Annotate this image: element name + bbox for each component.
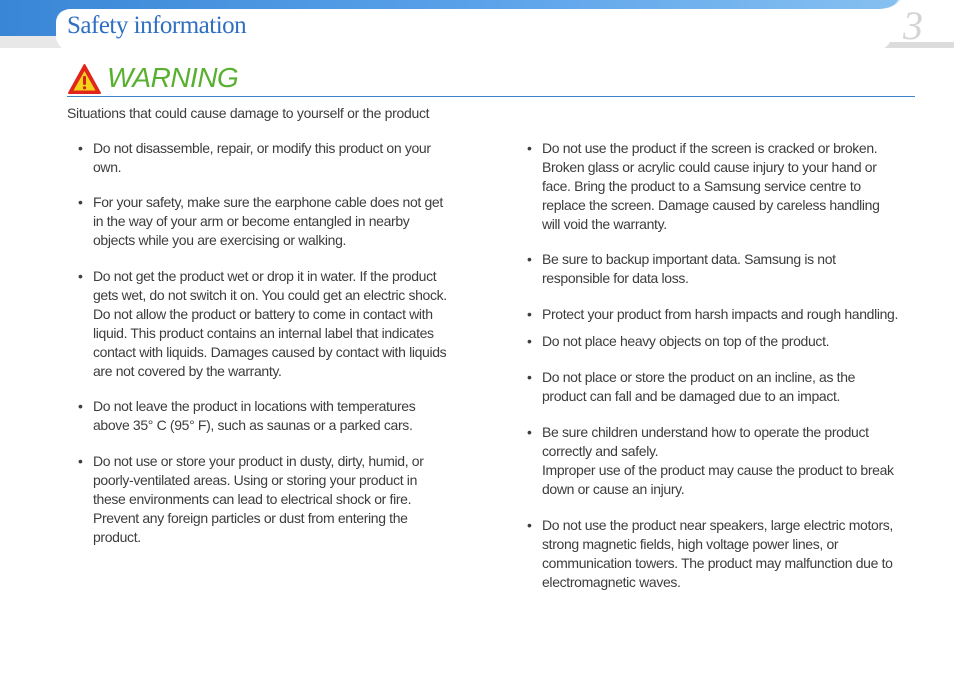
warning-heading: WARNING (107, 62, 239, 93)
bullet-icon: • (78, 398, 83, 414)
warning-text: Do not use the product near speakers, large electric motors, strong magnetic fields, high voltage power lines, or communication towers. The product may malfunction due to electromagnetic waves. (542, 517, 893, 590)
page-number: 3 (903, 3, 923, 48)
bullet-icon: • (527, 306, 532, 322)
bullet-icon: • (527, 517, 532, 533)
warning-list-item (527, 516, 899, 592)
bullet-icon: • (527, 424, 532, 440)
warning-list-item (527, 368, 899, 406)
warning-list-item (78, 452, 450, 547)
warning-text: Do not get the product wet or drop it in water. If the product gets wet, do not switch it on. You could get an electric shock. (93, 268, 447, 303)
bullet-icon: • (527, 369, 532, 385)
left-warning-list (78, 139, 450, 547)
warning-list-item (78, 193, 450, 250)
right-warning-list (527, 139, 899, 592)
warning-text: Be sure children understand how to operate the product correctly and safely. (542, 424, 869, 459)
warning-text: Do not disassemble, repair, or modify this product on your own. (93, 140, 431, 175)
bullet-icon: • (527, 333, 532, 349)
bullet-icon: • (78, 140, 83, 156)
warning-list-item (78, 139, 450, 177)
warning-list-item (527, 332, 899, 351)
warning-list-item (527, 423, 899, 499)
warning-text: For your safety, make sure the earphone cable does not get in the way of your arm or become entangled in nearby objects while you are exercising or walking. (93, 194, 443, 248)
warning-text: Do not use or store your product in dusty, dirty, humid, or poorly-ventilated areas. Using or storing your product in these environments can lead to electrical shock or fire. Prevent any foreign particles or dust from entering the product. (93, 453, 424, 545)
warning-text: Do not allow the product or battery to come in contact with liquid. This product contains an internal label that indicates contact with liquids. Damages caused by contact with liquids are not covered by the warranty. (93, 306, 447, 379)
warning-text: Do not use the product if the screen is cracked or broken. Broken glass or acrylic could cause injury to your hand or face. Bring the product to a Samsung service centre to replace the screen. Damage caused by careless handling will void the warranty. (542, 140, 880, 232)
warning-text: Protect your product from harsh impacts and rough handling. (542, 306, 898, 322)
warning-list-item (527, 250, 899, 288)
bullet-icon: • (527, 140, 532, 156)
warning-list-item (78, 267, 450, 381)
bullet-icon: • (78, 194, 83, 210)
warning-text: Improper use of the product may cause the product to break down or cause an injury. (542, 462, 894, 497)
warning-subtitle: Situations that could cause damage to yourself or the product (67, 105, 430, 121)
warning-list-item (527, 139, 899, 234)
heading-divider (67, 96, 915, 97)
warning-list-item (527, 305, 899, 324)
warning-text: Do not place or store the product on an incline, as the product can fall and be damaged due to an impact. (542, 369, 856, 404)
warning-list-item (78, 397, 450, 435)
bullet-icon: • (78, 268, 83, 284)
warning-triangle-icon (67, 63, 102, 95)
warning-text: Do not leave the product in locations with temperatures above 35° C (95° F), such as saunas or a parked cars. (93, 398, 416, 433)
section-title: Safety information (67, 12, 247, 39)
warning-text: Do not place heavy objects on top of the product. (542, 333, 830, 349)
warning-text: Be sure to backup important data. Samsung is not responsible for data loss. (542, 251, 836, 286)
bullet-icon: • (527, 251, 532, 267)
bullet-icon: • (78, 453, 83, 469)
